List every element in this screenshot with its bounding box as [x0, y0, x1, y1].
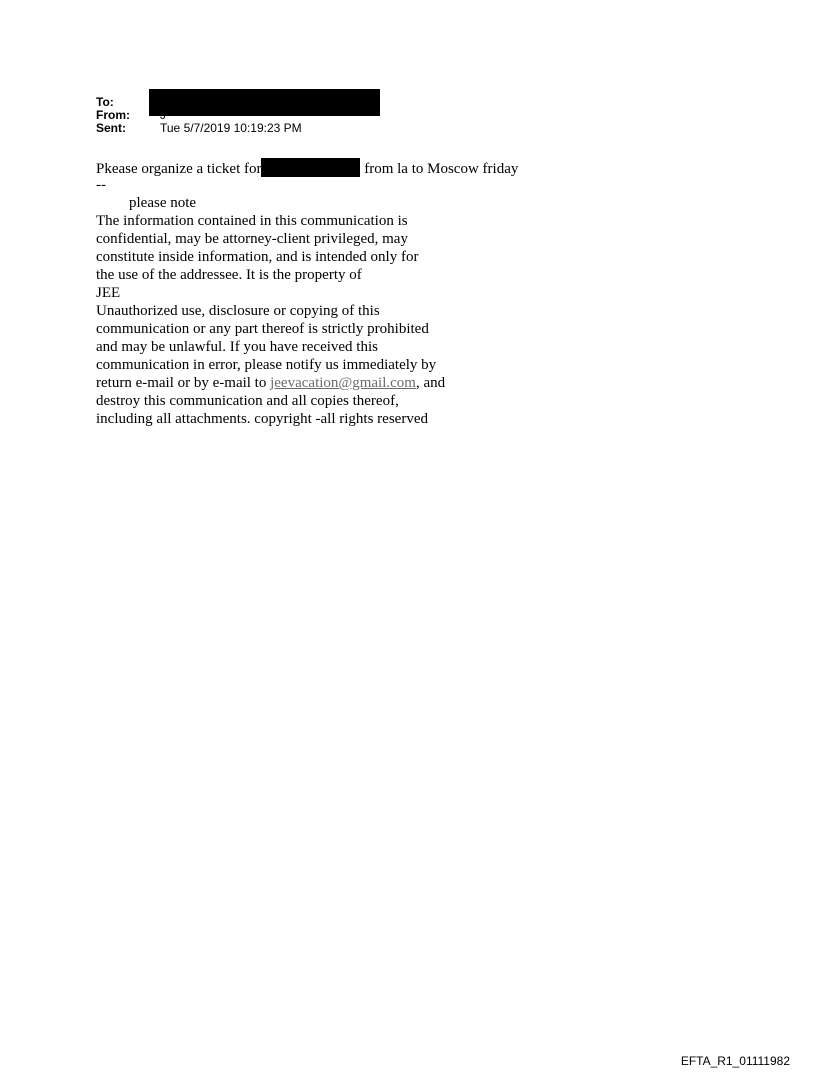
return-text-after: , and — [415, 375, 446, 391]
disclaimer-line: communication or any part thereof is strictly prohibited — [96, 321, 429, 337]
signature-separator: -- — [96, 177, 106, 193]
disclaimer-line: The information contained in this communication is — [96, 213, 408, 229]
disclaimer-line: and may be unlawful. If you have received this — [96, 339, 378, 355]
message-line-1 — [96, 158, 616, 176]
please-note: please note — [129, 195, 197, 211]
disclaimer-line: destroy this communication and all copies thereof, — [96, 393, 399, 409]
redaction-box-name — [261, 158, 360, 177]
disclaimer-line: constitute inside information, and is intended only for — [96, 249, 419, 265]
sent-label: Sent: — [96, 121, 126, 135]
sent-value: Tue 5/7/2019 10:19:23 PM — [160, 121, 302, 135]
disclaimer-line: communication in error, please notify us immediately by — [96, 357, 437, 373]
message-text-before-redaction: Pkease organize a ticket for — [96, 161, 262, 177]
document-id: EFTA_R1_01111982 — [680, 1054, 790, 1068]
message-body — [96, 158, 616, 428]
from-label: From: — [96, 108, 130, 122]
disclaimer-return-line — [96, 374, 616, 392]
message-text-after-redaction: from la to Moscow friday — [364, 161, 519, 177]
email-link[interactable]: jeevacation@gmail.com — [270, 375, 416, 391]
disclaimer-line: the use of the addressee. It is the property of — [96, 267, 362, 283]
disclaimer-line: confidential, may be attorney-client privileged, may — [96, 231, 408, 247]
disclaimer-line: Unauthorized use, disclosure or copying of this — [96, 303, 380, 319]
return-text-before: return e-mail or by e-mail to — [96, 375, 271, 391]
disclaimer-line: JEE — [96, 285, 121, 301]
sent-row — [96, 122, 302, 135]
disclaimer-line: including all attachments. copyright -all rights reserved — [96, 411, 428, 427]
to-label: To: — [96, 95, 114, 109]
redaction-box-recipient — [149, 89, 380, 116]
